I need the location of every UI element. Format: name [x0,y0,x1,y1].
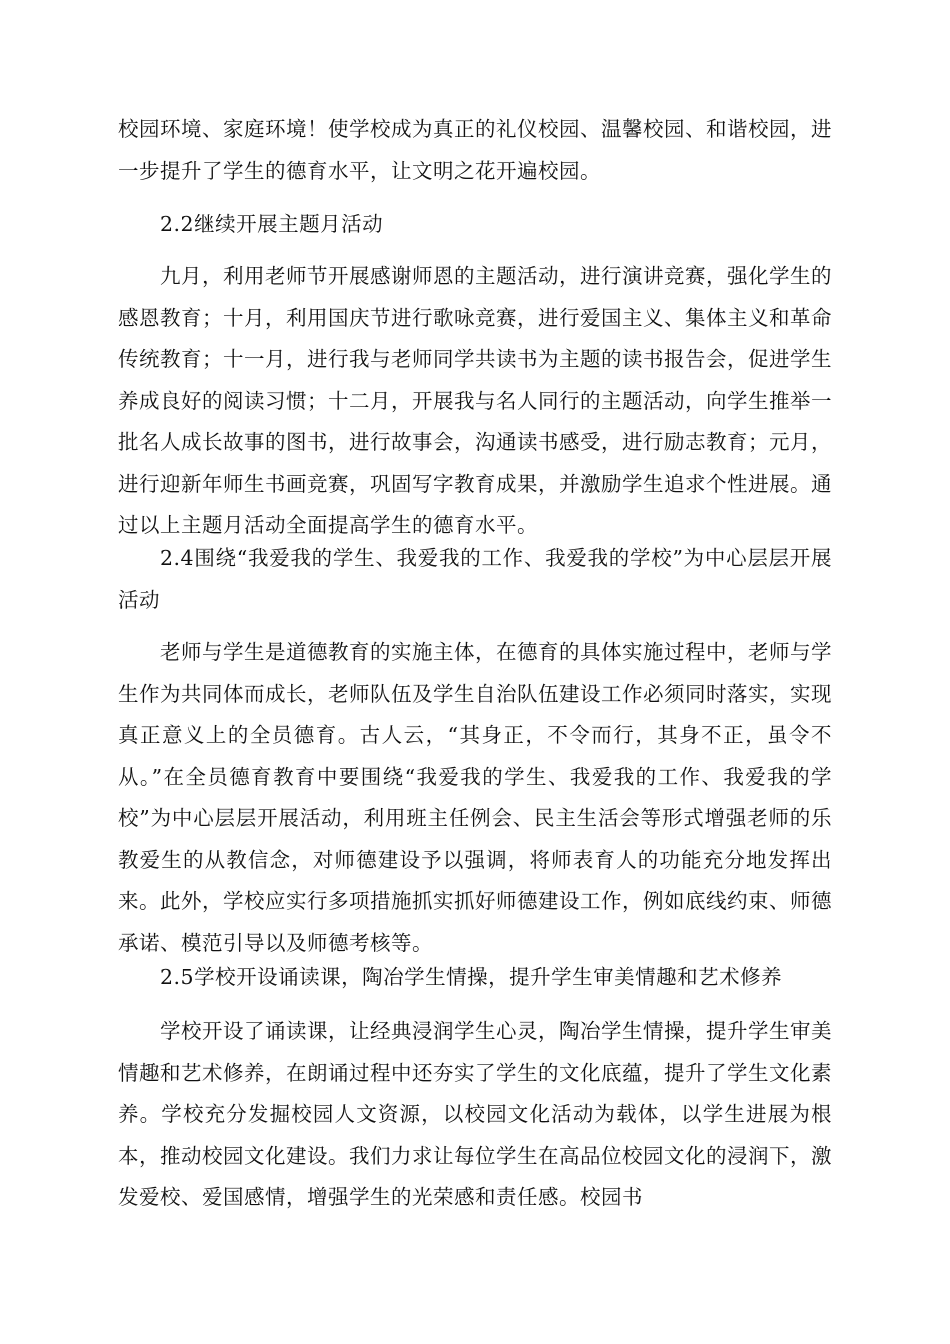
heading-text: 2.4围绕“我爱我的学生、我爱我的工作、我爱我的学校”为中心层层开展活动 [118,546,832,612]
section-heading-2-2 [118,204,832,246]
paragraph-recitation [118,1011,832,1219]
paragraph-text: 学校开设了诵读课，让经典浸润学生心灵，陶冶学生情操，提升学生审美情趣和艺术修养，在朗诵过程中还夯实了学生的文化底蕴，提升了学生文化素养。学校充分发掘校园人文资源，以校园文化活动为载体，以学生进展为根本，推动校园文化建设。我们力求让每位学生在高品位校园文化的浸润下，激发爱校、爱国感情，增强学生的光荣感和责任感。校园书 [118,1019,832,1209]
paragraph-text: 九月，利用老师节开展感谢师恩的主题活动，进行演讲竞赛，强化学生的感恩教育；十月，利用国庆节进行歌咏竞赛，进行爱国主义、集体主义和革命传统教育；十一月，进行我与老师同学共读书为主题的读书报告会，促进学生养成良好的阅读习惯；十二月，开展我与名人同行的主题活动，向学生推举一批名人成长故事的图书，进行故事会，沟通读书感受，进行励志教育；元月，进行迎新年师生书画竞赛，巩固写字教育成果，并激励学生追求个性进展。通过以上主题月活动全面提高学生的德育水平。 [118,264,832,537]
heading-text: 2.2继续开展主题月活动 [160,212,384,236]
heading-text: 2.5学校开设诵读课，陶冶学生情操，提升学生审美情趣和艺术修养 [160,965,783,989]
paragraph-text: 校园环境、家庭环境！使学校成为真正的礼仪校园、温馨校园、和谐校园，进一步提升了学生的德育水平，让文明之花开遍校园。 [118,117,832,183]
paragraph-intro-continued [118,109,832,192]
paragraph-theme-month [118,256,832,547]
paragraph-text: 老师与学生是道德教育的实施主体，在德育的具体实施过程中，老师与学生作为共同体而成长，老师队伍及学生自治队伍建设工作必须同时落实，实现真正意义上的全员德育。古人云，“其身正，不令而行，其身不正，虽令不从。”在全员德育教育中要围绕“我爱我的学生、我爱我的工作、我爱我的学校”为中心层层开展活动，利用班主任例会、民主生活会等形式增强老师的乐教爱生的从教信念，对师德建设予以强调，将师表育人的功能充分地发挥出来。此外，学校应实行多项措施抓实抓好师德建设工作，例如底线约束、师德承诺、模范引导以及师德考核等。 [118,640,832,955]
paragraph-teacher-student [118,632,832,964]
section-heading-2-5 [118,957,832,999]
section-heading-2-4 [118,538,832,621]
